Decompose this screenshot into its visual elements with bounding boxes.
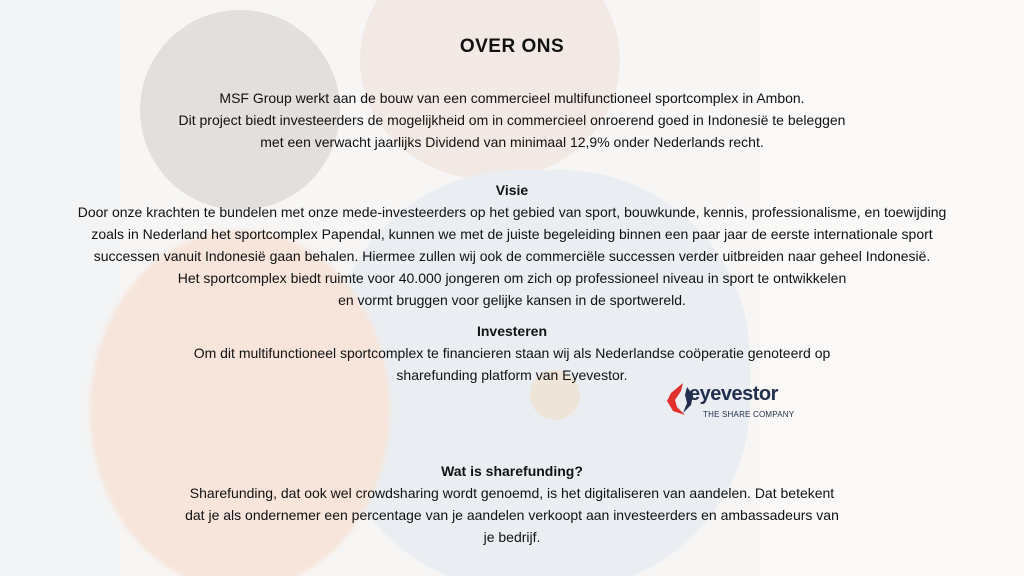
visie-line: en vormt bruggen voor gelijke kansen in de sportwereld.	[338, 292, 686, 308]
intro-line: Dit project biedt investeerders de mogelijkheid om in commercieel onroerend goed in Indonesië te beleggen	[178, 112, 846, 128]
sharefunding-section	[0, 460, 1024, 548]
sharefunding-line: Sharefunding, dat ook wel crowdsharing wordt genoemd, is het digitaliseren van aandelen. Dat betekent	[189, 485, 835, 501]
investeren-section	[0, 320, 1024, 386]
visie-line: zoals in Nederland het sportcomplex Papendal, kunnen we met de juiste begeleiding binnen een paar jaar de eerste internationale sport	[91, 226, 933, 242]
eyevestor-logo[interactable]	[663, 381, 803, 423]
investeren-line: sharefunding platform van Eyevestor.	[396, 367, 628, 383]
sharefunding-line: je bedrijf.	[483, 529, 541, 545]
intro-paragraph	[0, 87, 1024, 153]
investeren-heading: Investeren	[476, 323, 548, 339]
sharefunding-line: dat je als ondernemer een percentage van je aandelen verkoopt aan investeerders en ambassadeurs van	[185, 507, 839, 523]
investeren-line: Om dit multifunctioneel sportcomplex te financieren staan wij als Nederlandse coöperatie genoteerd op	[193, 345, 831, 361]
sharefunding-heading: Wat is sharefunding?	[441, 463, 583, 479]
eyevestor-tagline: THE SHARE COMPANY	[703, 410, 795, 419]
intro-line: met een verwacht jaarlijks Dividend van minimaal 12,9% onder Nederlands recht.	[260, 134, 764, 150]
visie-line: Het sportcomplex biedt ruimte voor 40.000 jongeren om zich op professioneel niveau in sport te ontwikkelen	[177, 270, 847, 286]
visie-line: successen vanuit Indonesië gaan behalen. Hiermee zullen wij ook de commerciële successen verder uitbreiden naar geheel Indonesië.	[93, 248, 931, 264]
intro-line: MSF Group werkt aan de bouw van een commercieel multifunctioneel sportcomplex in Ambon.	[219, 90, 805, 106]
visie-section	[0, 179, 1024, 311]
page-title: OVER ONS	[459, 36, 565, 57]
eyevestor-wordmark: eyevestor	[689, 383, 778, 405]
visie-line: Door onze krachten te bundelen met onze mede-investeerders op het gebied van sport, bouwkunde, kennis, professionalisme, en toewijding	[77, 204, 947, 220]
visie-heading: Visie	[495, 182, 529, 198]
